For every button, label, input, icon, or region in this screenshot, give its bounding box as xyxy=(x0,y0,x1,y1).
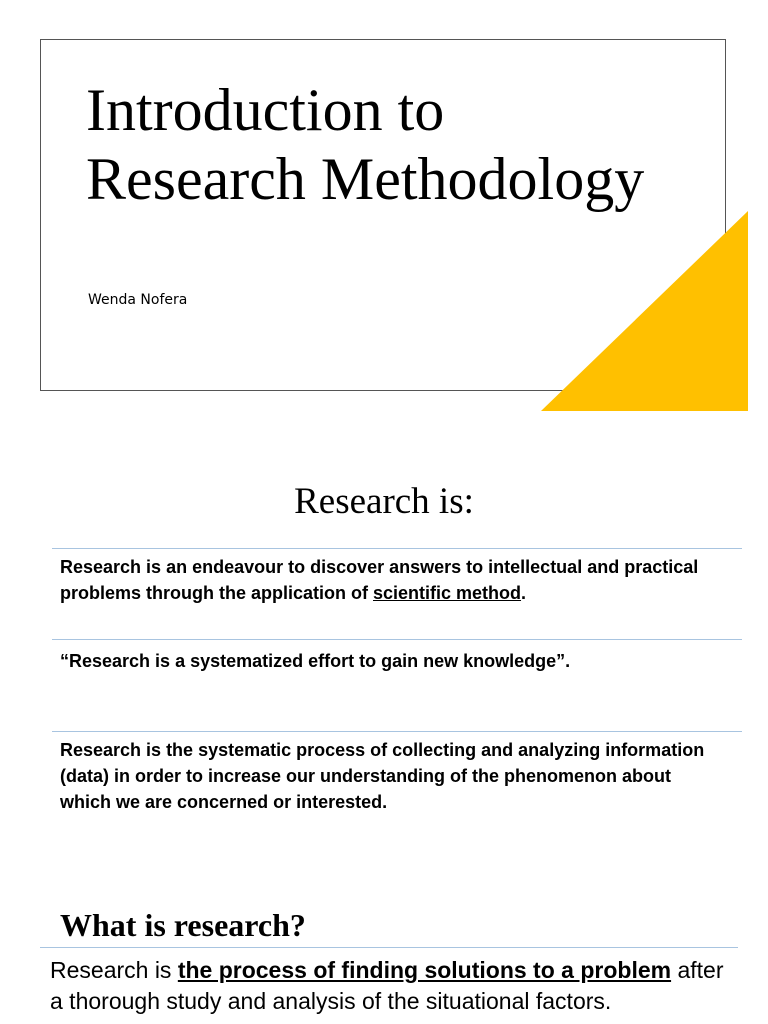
research-definition-body: Research is the process of finding solutions to a problem after a thorough study and analysis of the situational factors. xyxy=(50,957,724,1014)
divider-line xyxy=(52,548,742,549)
scientific-method-link-text: scientific method xyxy=(373,583,522,603)
definition-3: Research is the systematic process of collecting and analyzing information (data) in order to increase our understanding of the phenomenon about which we are concerned or interested. xyxy=(60,740,705,812)
key-phrase: the process of finding solutions to a problem xyxy=(177,957,672,983)
definition-2: “Research is a systematized effort to gain new knowledge”. xyxy=(60,651,571,671)
what-is-research-heading: What is research? xyxy=(60,907,306,943)
author-name: Wenda Nofera xyxy=(88,292,188,308)
divider-line xyxy=(52,639,742,640)
definition-1: Research is an endeavour to discover answers to intellectual and practical problems through the application of scientific method. xyxy=(60,557,699,603)
divider-line xyxy=(40,947,738,948)
research-is-heading: Research is: xyxy=(294,481,474,522)
slide-title: Introduction to Research Methodology xyxy=(86,77,645,212)
divider-line xyxy=(52,731,742,732)
accent-triangle xyxy=(541,211,748,411)
